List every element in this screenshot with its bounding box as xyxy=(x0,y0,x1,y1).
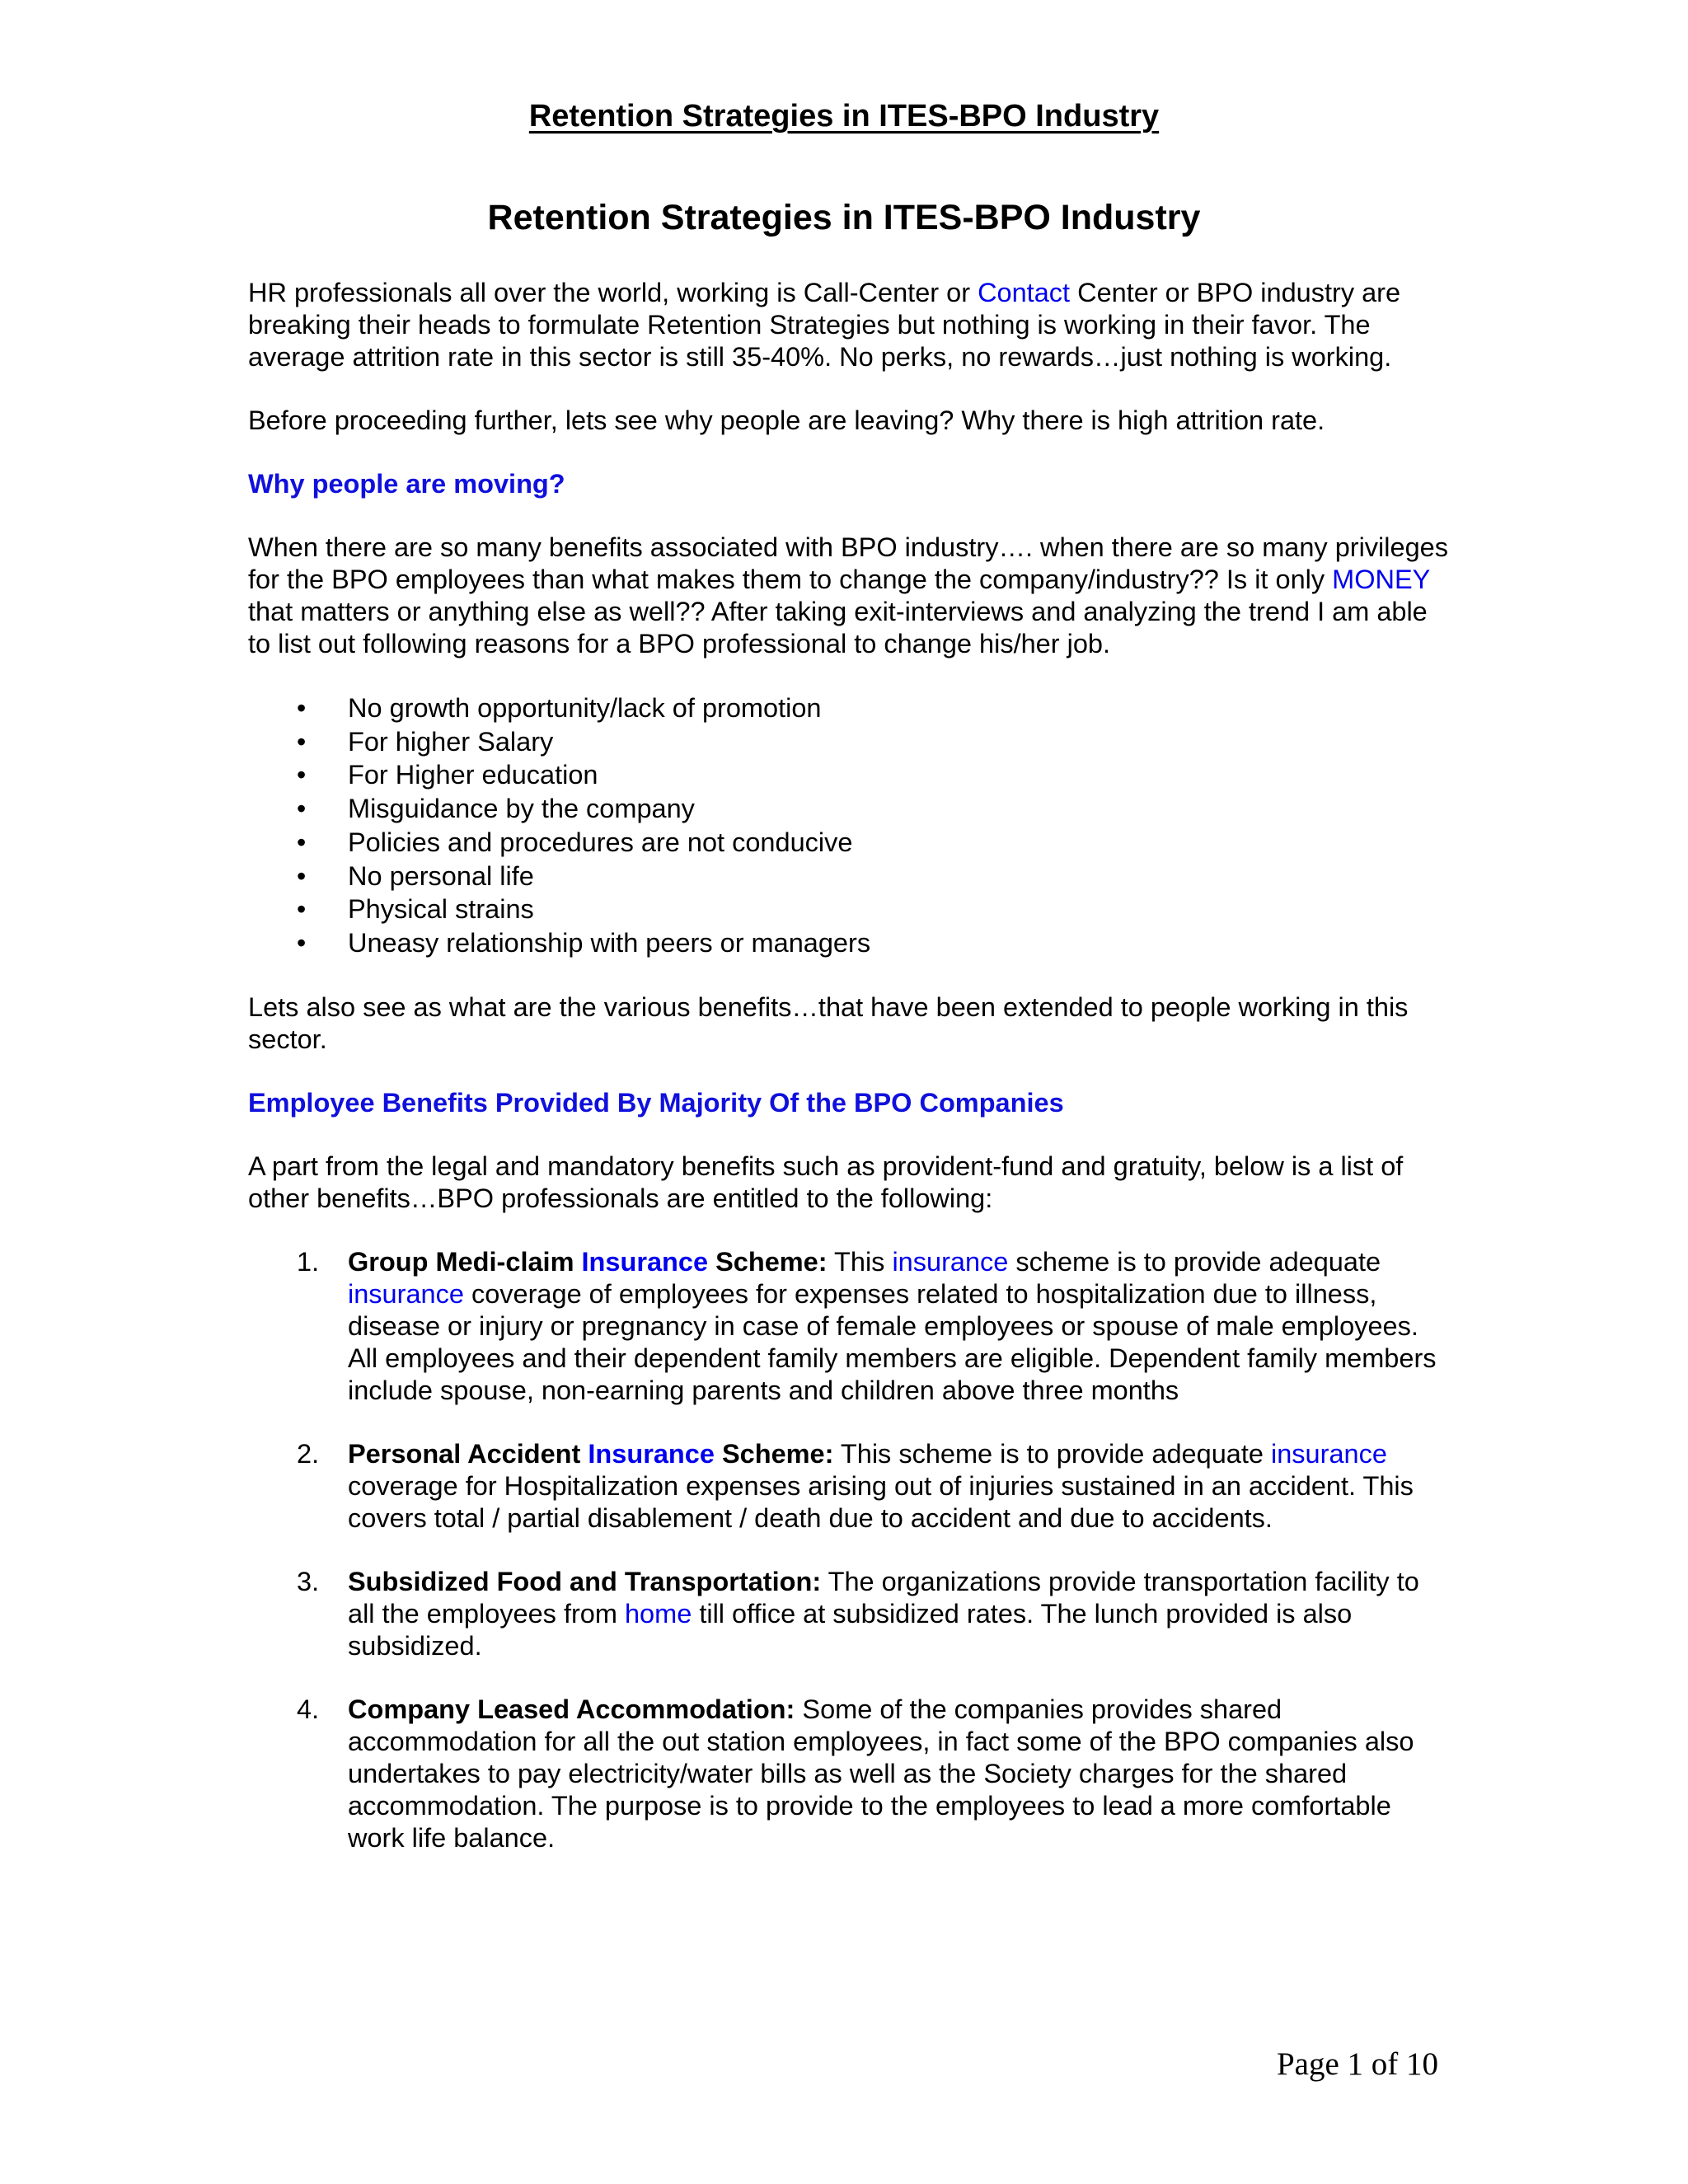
bullet-icon: • xyxy=(297,693,307,723)
bullet-icon: • xyxy=(297,794,307,824)
benefit-text: Some of the companies provides shared accommodation for all the out station employees, in fact some of the BPO companies also undertakes to pay electricity/water bills as well as the Society charges for the shared accommodation. The purpose is to provide to the employees to lead a more comfortable work life balance. xyxy=(348,1694,1414,1853)
reasons-text-2: that matters or anything else as well?? After taking exit-interviews and analyzing the trend I am able to list out following reasons for a BPO professional to change his/her job. xyxy=(248,597,1428,658)
insurance-link[interactable]: insurance xyxy=(1271,1438,1387,1469)
section-heading-why-moving: Why people are moving? xyxy=(248,469,565,499)
home-link[interactable]: home xyxy=(624,1598,692,1629)
document-body xyxy=(248,277,1451,1886)
page-header-title: Retention Strategies in ITES-BPO Industry xyxy=(528,99,1160,134)
list-number: 4. xyxy=(297,1694,320,1724)
list-item xyxy=(248,893,1451,926)
list-item xyxy=(248,725,1451,759)
benefit-text: This xyxy=(827,1246,893,1277)
list-item-text: Uneasy relationship with peers or managers xyxy=(348,927,871,958)
list-item xyxy=(248,926,1451,960)
list-item xyxy=(248,792,1451,826)
list-item-text: For Higher education xyxy=(348,760,598,790)
insurance-link[interactable]: Insurance xyxy=(588,1438,715,1469)
page-number: Page 1 of 10 xyxy=(1276,2046,1438,2082)
intro-text-1: HR professionals all over the world, working is Call-Center or xyxy=(248,278,978,307)
benefit-text: The organizations provide transportation facility to all the employees from xyxy=(348,1566,1419,1629)
bullet-icon: • xyxy=(297,927,307,958)
reasons-intro-paragraph xyxy=(248,532,1451,660)
list-item-text: Misguidance by the company xyxy=(348,794,695,824)
list-item-text: No growth opportunity/lack of promotion xyxy=(348,693,822,723)
document-title: Retention Strategies in ITES-BPO Industry xyxy=(487,198,1201,237)
benefit-text: coverage of employees for expenses related to hospitalization due to illness, disease or injury or pregnancy in case of female employees or spouse of male employees. All employees and their dependent family members are eligible. Dependent family members include spouse, non-earning parents and children above three months xyxy=(348,1278,1437,1405)
reasons-text-1: When there are so many benefits associated with BPO industry…. when there are so many privileges for the BPO employees than what makes them to change the company/industry?? Is it only xyxy=(248,532,1448,594)
benefits-intro-paragraph: A part from the legal and mandatory benefits such as provident-fund and gratuity, below is a list of other benefits…BPO professionals are entitled to the following: xyxy=(248,1151,1404,1213)
list-item xyxy=(248,691,1451,725)
intro-text-2: Center or BPO industry are breaking their heads to formulate Retention Strategies but nothing is working in their favor. The average attrition rate in this sector is still 35-40%. No perks, no rewards…just nothing is working. xyxy=(248,278,1401,372)
list-item-text: For higher Salary xyxy=(348,726,554,757)
benefit-item-personal-accident xyxy=(248,1438,1451,1535)
benefit-item-food-transport xyxy=(248,1566,1451,1662)
list-number: 2. xyxy=(297,1438,320,1469)
benefit-title: Scheme: xyxy=(714,1438,834,1469)
list-item xyxy=(248,860,1451,893)
bullet-icon: • xyxy=(297,860,307,891)
benefit-text: coverage for Hospitalization expenses arising out of injuries sustained in an accident. This covers total / partial disablement / death due to accident and due to accidents. xyxy=(348,1470,1414,1533)
insurance-link[interactable]: insurance xyxy=(348,1278,464,1309)
list-number: 3. xyxy=(297,1566,320,1596)
benefit-item-accommodation xyxy=(248,1694,1451,1854)
benefit-title: Personal Accident xyxy=(348,1438,588,1469)
benefit-title: Company Leased Accommodation: xyxy=(348,1694,795,1724)
bullet-icon: • xyxy=(297,726,307,757)
insurance-link[interactable]: insurance xyxy=(892,1246,1009,1277)
bullet-icon: • xyxy=(297,827,307,857)
list-item-text: No personal life xyxy=(348,860,534,891)
list-item-text: Physical strains xyxy=(348,894,534,925)
lead-in-paragraph: Before proceeding further, lets see why people are leaving? Why there is high attrition rate. xyxy=(248,405,1325,435)
benefit-text: scheme is to provide adequate xyxy=(1008,1246,1381,1277)
benefits-list xyxy=(248,1246,1451,1854)
list-item xyxy=(248,826,1451,860)
bullet-icon: • xyxy=(297,894,307,925)
benefit-text: till office at subsidized rates. The lunch provided is also subsidized. xyxy=(348,1598,1353,1661)
section-heading-employee-benefits: Employee Benefits Provided By Majority Of the BPO Companies xyxy=(248,1087,1064,1118)
contact-link[interactable]: Contact xyxy=(978,278,1071,307)
transition-paragraph: Lets also see as what are the various benefits…that have been extended to people working in this sector. xyxy=(248,991,1409,1054)
insurance-link[interactable]: Insurance xyxy=(581,1246,709,1277)
list-number: 1. xyxy=(297,1246,320,1277)
intro-paragraph xyxy=(248,277,1451,373)
bullet-icon: • xyxy=(297,760,307,790)
benefit-text: This scheme is to provide adequate xyxy=(833,1438,1271,1469)
benefit-title: Subsidized Food and Transportation: xyxy=(348,1566,822,1596)
benefit-item-medi-claim xyxy=(248,1246,1451,1407)
benefit-title: Group Medi-claim xyxy=(348,1246,582,1277)
list-item-text: Policies and procedures are not conducive xyxy=(348,827,853,857)
money-link[interactable]: MONEY xyxy=(1332,565,1430,594)
list-item xyxy=(248,758,1451,792)
benefit-title: Scheme: xyxy=(708,1246,828,1277)
reasons-list xyxy=(248,691,1451,960)
